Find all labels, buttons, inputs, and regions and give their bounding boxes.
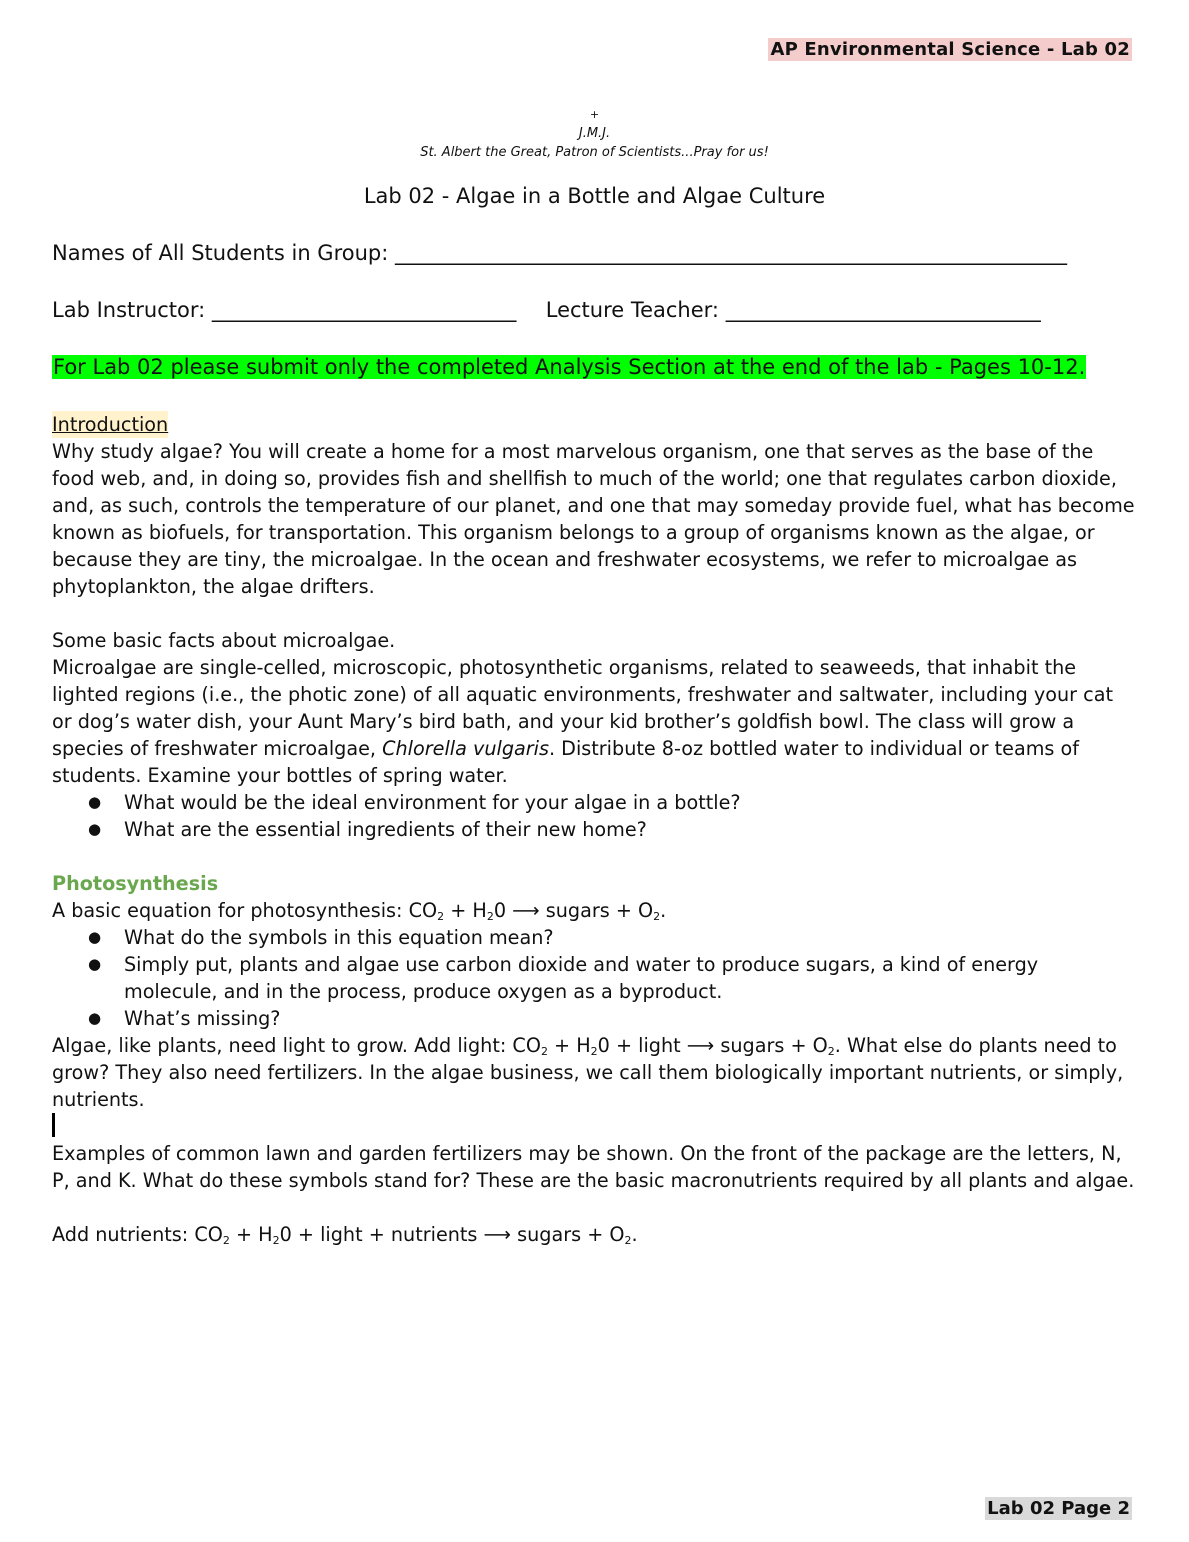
list-item: ● What are the essential ingredients of their new home? <box>52 816 1137 843</box>
nutrients-equation-line: Add nutrients: $CO_2 + H_20$ + light + nutrients ⟶ sugars + $O_2$. <box>52 1223 638 1247</box>
page-title: Lab 02 - Algae in a Bottle and Algae Culture <box>363 184 826 208</box>
teacher-blank[interactable]: ______________________________ <box>725 298 1041 322</box>
equation-intro: A basic equation for photosynthesis: <box>52 899 403 922</box>
list-item: ● What would be the ideal environment for your algae in a bottle? <box>52 789 1137 816</box>
text-cursor <box>52 1113 55 1137</box>
course-lab-header: AP Environmental Science - Lab 02 <box>770 39 1130 60</box>
photosynthesis-heading: Photosynthesis <box>52 872 219 895</box>
list-item: ● Simply put, plants and algae use carbon dioxide and water to produce sugars, a kind of energy molecule, and in the process, produce oxygen as a byproduct. <box>52 951 1137 1005</box>
saint-dedication: St. Albert the Great, Patron of Scientists...Pray for us! <box>420 145 769 160</box>
list-item: ● What’s missing? <box>52 1005 1137 1032</box>
basic-equation-line: A basic equation for photosynthesis: $CO_2 + H_20$ ⟶ sugars + $O_2$. <box>52 899 667 923</box>
intro-question-list <box>52 789 1137 843</box>
light-after: What else do plants need to grow? They also need fertilizers. In the algae business, we call them biologically important nutrients, or simply, nutrients. <box>52 1034 1124 1111</box>
jmj-dedication: J.M.J. <box>578 126 611 141</box>
facts-text-2: . Distribute 8-oz bottled water to individual or teams of students. Examine your bottles of spring water. <box>52 737 1079 787</box>
nutrients-intro: Add nutrients: <box>52 1223 189 1246</box>
facts-text-1: Microalgae are single-celled, microscopic, photosynthetic organisms, related to seaweeds, that inhabit the lighted regions (i.e., the photic zone) of all aquatic environments, freshwater and saltwater, including your cat or dog’s water dish, your Aunt Mary’s bird bath, and your kid brother’s goldfish bowl. The class will grow a species of freshwater microalgae, <box>52 656 1113 760</box>
list-item: ● What do the symbols in this equation mean? <box>52 924 1137 951</box>
facts-paragraph <box>52 654 1137 789</box>
photosynthesis-question-list <box>52 924 1137 1032</box>
submit-note-highlight: For Lab 02 please submit only the completed Analysis Section at the end of the lab - Pages 10-12. <box>53 355 1086 379</box>
names-label: Names of All Students in Group: <box>52 241 389 265</box>
light-intro: Algae, like plants, need light to grow. Add light: <box>52 1034 507 1057</box>
species-name: Chlorella vulgaris <box>382 737 549 760</box>
facts-heading: Some basic facts about microalgae. <box>52 629 396 652</box>
instructor-field-row <box>52 298 1041 322</box>
fertilizer-paragraph: Examples of common lawn and garden fertilizers may be shown. On the front of the package are the letters, N, P, and K. What do these symbols stand for? These are the basic macronutrients required by all plants and algae. <box>52 1142 1135 1192</box>
names-blank[interactable]: ________________________________________________________________ <box>395 241 1067 265</box>
instructor-blank[interactable]: _____________________________ <box>211 298 517 322</box>
cross-symbol: + <box>589 108 600 121</box>
teacher-label: Lecture Teacher: <box>545 298 720 322</box>
introduction-heading: Introduction <box>52 413 169 436</box>
instructor-label: Lab Instructor: <box>52 298 206 322</box>
main-content <box>52 411 1137 1248</box>
introduction-paragraph: Why study algae? You will create a home for a most marvelous organism, one that serves as the base of the food web, and, in doing so, provides fish and shellfish to much of the world; one that regulates carbon dioxide, and, as such, controls the temperature of our planet, and one that may someday provide fuel, what has become known as biofuels, for transportation. This organism belongs to a group of organisms known as the algae, or because they are tiny, the microalgae. In the ocean and freshwater ecosystems, we refer to microalgae as phytoplankton, the algae drifters. <box>52 440 1135 598</box>
names-field-row <box>52 241 1067 265</box>
light-paragraph: Algae, like plants, need light to grow. Add light: $CO_2 + H_20$ + light ⟶ sugars + $O_2$. What else do plants need to grow? They also need fertilizers. In the algae business, we call them biologically important nutrients, or simply, nutrients. <box>52 1034 1124 1111</box>
text-cursor-line <box>52 1113 1137 1140</box>
page-number-footer: Lab 02 Page 2 <box>987 1498 1130 1519</box>
